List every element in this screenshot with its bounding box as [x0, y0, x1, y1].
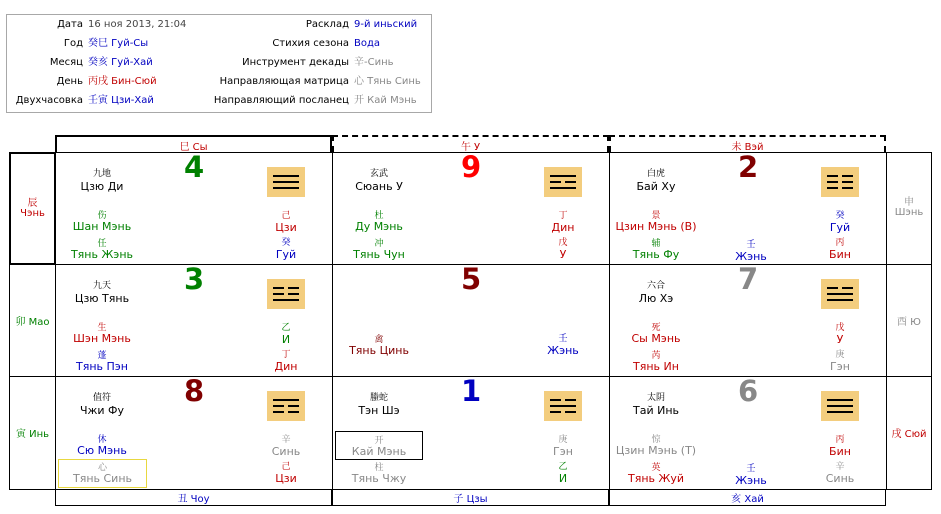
bottom-direction-box	[332, 489, 609, 506]
star-name: Тянь Фу	[632, 248, 680, 261]
spirit-hanzi: 白虎	[646, 169, 665, 179]
star-group	[333, 332, 425, 360]
palace-cell[interactable]	[609, 152, 887, 265]
earth-stem-name: Гуй	[275, 248, 297, 261]
info-label: День	[56, 76, 83, 87]
trigram-line	[288, 287, 299, 289]
earth-stem-name: И	[558, 472, 568, 485]
spirit-hanzi: 六合	[646, 281, 665, 291]
bottom-direction-label: 子 Цзы	[453, 494, 488, 505]
door-group	[333, 207, 425, 237]
earth-stem-hanzi: 丁	[281, 350, 291, 360]
door-name: Сы Мэнь	[631, 332, 681, 345]
door-group	[56, 319, 148, 349]
heaven-stem-hanzi: 戊	[835, 323, 845, 333]
trigram-line	[273, 175, 299, 177]
star-group	[56, 236, 148, 264]
trigram-line	[827, 299, 853, 301]
right-direction-label: 戌 Сюй	[891, 429, 927, 440]
earth-stem-hanzi: 戊	[558, 238, 568, 248]
palace-cell[interactable]	[55, 376, 333, 490]
top-direction-label: 巳 Сы	[179, 142, 208, 153]
info-label: Двухчасовка	[15, 95, 83, 106]
trigram-line	[550, 175, 576, 177]
door-group	[335, 431, 423, 460]
star-group	[610, 460, 702, 488]
door-name: Кай Мэнь	[351, 445, 407, 458]
star-hanzi: 芮	[651, 351, 661, 361]
info-label: Стихия сезона	[272, 38, 349, 49]
trigram-line	[273, 299, 299, 301]
door-name: Ду Мэнь	[355, 220, 403, 233]
spirit-name: Цзю Тянь	[74, 292, 130, 305]
middle-stem-hanzi: 壬	[746, 464, 756, 474]
spirit-name: Цзю Ди	[80, 180, 124, 193]
earth-stem-name: Бин	[829, 248, 851, 261]
info-value: 16 ноя 2013, 21:04	[88, 19, 187, 30]
trigram-line	[288, 411, 299, 413]
spirit-hanzi: 螣蛇	[369, 393, 388, 403]
trigram-icon	[267, 391, 305, 421]
left-direction-cell	[9, 376, 56, 490]
trigram-line	[288, 405, 299, 407]
earth-stem-name: Гэн	[830, 360, 850, 373]
star-name: Тянь Пэн	[75, 360, 128, 373]
star-group	[56, 348, 148, 376]
middle-stem-name: Жэнь	[735, 474, 767, 487]
star-name: Тянь Жэнь	[70, 248, 134, 261]
left-direction-label: 卯 Мао	[15, 317, 50, 328]
spirit-name: Сюань У	[355, 180, 403, 193]
trigram-line	[273, 411, 284, 413]
palace-cell[interactable]	[55, 264, 333, 377]
heaven-stem-name: И	[281, 333, 291, 346]
star-hanzi: 柱	[374, 463, 384, 473]
star-hanzi: 蓬	[97, 351, 107, 361]
middle-stem-name: Жэнь	[735, 250, 767, 263]
bottom-direction-box	[55, 489, 332, 506]
top-direction-label: 午 У	[460, 142, 481, 153]
heaven-stem-hanzi: 丙	[835, 435, 845, 445]
earth-stem-name: Цзи	[275, 472, 297, 485]
trigram-icon	[267, 279, 305, 309]
trigram-line	[565, 181, 576, 183]
earth-stem-hanzi: 己	[281, 462, 291, 472]
heaven-stem-hanzi: 乙	[281, 323, 291, 333]
trigram-line	[273, 287, 284, 289]
heaven-stem-hanzi: 丁	[558, 211, 568, 221]
trigram-line	[550, 405, 576, 407]
palace-number: 1	[461, 374, 482, 408]
right-direction-cell	[886, 376, 932, 490]
heaven-stem-name: Цзи	[275, 221, 297, 234]
trigram-line	[565, 399, 576, 401]
spirit-hanzi: 太阴	[646, 393, 665, 403]
door-hanzi: 开	[374, 436, 384, 446]
door-hanzi: 生	[97, 323, 107, 333]
info-label: Месяц	[49, 57, 83, 68]
left-direction-label: Чэнь	[20, 208, 45, 219]
earth-stem-name: Жэнь	[547, 344, 579, 357]
bottom-direction-label: 丑 Чоу	[177, 494, 210, 505]
info-value: 癸亥 Гуй-Хай	[88, 57, 153, 68]
star-name: Тянь Синь	[72, 472, 132, 485]
heaven-stem-hanzi: 己	[281, 211, 291, 221]
door-name: Сю Мэнь	[77, 444, 127, 457]
trigram-line	[273, 293, 284, 295]
palace-number: 6	[738, 374, 759, 408]
star-group	[333, 236, 425, 264]
info-value: 9-й иньский	[354, 19, 418, 30]
trigram-line	[288, 293, 299, 295]
palace-number: 5	[461, 262, 482, 296]
left-direction-cell	[9, 152, 56, 265]
palace-number: 7	[738, 262, 759, 296]
trigram-icon	[821, 391, 859, 421]
earth-stem-hanzi: 癸	[281, 238, 291, 248]
info-value: 心 Тянь Синь	[354, 76, 421, 87]
trigram-line	[842, 287, 853, 289]
earth-stem-name: У	[559, 248, 567, 261]
bottom-direction-label: 亥 Хай	[731, 494, 764, 505]
palace-number: 3	[184, 262, 205, 296]
star-group	[333, 460, 425, 488]
star-name: Тянь Цинь	[349, 344, 409, 357]
info-label: Расклад	[305, 19, 349, 30]
star-hanzi: 冲	[374, 239, 384, 249]
palace-number: 2	[738, 150, 759, 184]
earth-stem-name: Синь	[825, 472, 855, 485]
info-label: Дата	[57, 19, 83, 30]
chart-info-panel	[6, 14, 432, 113]
door-name: Шэн Мэнь	[73, 332, 131, 345]
info-label: Инструмент декады	[242, 57, 349, 68]
trigram-line	[827, 293, 853, 295]
palace-cell[interactable]	[609, 376, 887, 490]
right-direction-label: Шэнь	[894, 207, 924, 218]
heaven-stem-hanzi: 癸	[835, 211, 845, 221]
earth-stem-hanzi: 乙	[558, 462, 568, 472]
door-hanzi: 杜	[374, 211, 384, 221]
heaven-stem-hanzi: 辛	[281, 435, 291, 445]
spirit-name: Тай Инь	[632, 404, 679, 417]
spirit-hanzi: 玄武	[369, 169, 388, 179]
palace-cell[interactable]	[55, 152, 333, 265]
trigram-line	[273, 181, 299, 183]
trigram-line	[273, 405, 284, 407]
star-group	[58, 459, 147, 488]
trigram-line	[273, 399, 299, 401]
door-hanzi: 景	[651, 211, 661, 221]
trigram-icon	[544, 391, 582, 421]
trigram-line	[827, 287, 838, 289]
info-value: Вода	[354, 38, 381, 49]
trigram-line	[550, 411, 561, 413]
trigram-line	[827, 187, 838, 189]
spirit-name: Чжи Фу	[79, 404, 125, 417]
right-direction-cell	[886, 152, 932, 265]
palace-number: 4	[184, 150, 205, 184]
trigram-line	[550, 399, 561, 401]
door-group	[610, 431, 702, 461]
palace-cell[interactable]	[332, 264, 610, 377]
door-name: Цзин Мэнь (Т)	[615, 444, 697, 457]
star-hanzi: 任	[97, 239, 107, 249]
trigram-line	[842, 175, 853, 177]
earth-stem-hanzi: 辛	[835, 462, 845, 472]
info-value: 丙戌 Бин-Сюй	[88, 76, 157, 87]
spirit-name: Бай Ху	[636, 180, 676, 193]
star-name: Тянь Чун	[353, 248, 405, 261]
earth-stem-hanzi: 壬	[558, 334, 568, 344]
trigram-line	[827, 399, 853, 401]
palace-number: 8	[184, 374, 205, 408]
middle-stem-hanzi: 壬	[746, 240, 756, 250]
door-hanzi: 休	[97, 435, 107, 445]
door-name: Цзин Мэнь (В)	[615, 220, 697, 233]
top-direction-label: 未 Вэй	[731, 142, 764, 153]
trigram-line	[550, 181, 561, 183]
bottom-direction-box	[609, 489, 886, 506]
door-group	[56, 207, 148, 237]
door-name: Шан Мэнь	[72, 220, 132, 233]
palace-cell[interactable]	[332, 152, 610, 265]
door-group	[610, 207, 702, 237]
trigram-line	[565, 411, 576, 413]
trigram-line	[842, 187, 853, 189]
earth-stem-name: Дин	[274, 360, 298, 373]
earth-stem-hanzi: 庚	[835, 350, 845, 360]
spirit-hanzi: 值符	[92, 393, 111, 403]
star-group	[610, 236, 702, 264]
right-direction-label: 申	[904, 197, 914, 208]
trigram-icon	[821, 167, 859, 197]
star-hanzi: 英	[651, 463, 661, 473]
spirit-hanzi: 九天	[92, 281, 111, 291]
star-hanzi: 心	[97, 463, 107, 473]
heaven-stem-hanzi: 庚	[558, 435, 568, 445]
star-hanzi: 辅	[651, 239, 661, 249]
info-label: Направляющая матрица	[219, 76, 349, 87]
door-hanzi: 伤	[97, 211, 107, 221]
info-value: 辛-Синь	[354, 57, 394, 68]
trigram-line	[827, 175, 838, 177]
star-name: Тянь Ин	[633, 360, 679, 373]
trigram-line	[273, 187, 299, 189]
heaven-stem-name: Дин	[551, 221, 575, 234]
trigram-line	[827, 181, 838, 183]
left-direction-cell	[9, 264, 56, 377]
right-direction-cell	[886, 264, 932, 377]
heaven-stem-name: Бин	[829, 445, 851, 458]
spirit-name: Лю Хэ	[638, 292, 674, 305]
palace-number: 9	[461, 150, 482, 184]
palace-cell[interactable]	[332, 376, 610, 490]
star-name: Тянь Жуй	[627, 472, 684, 485]
right-direction-label: 酉 Ю	[897, 317, 921, 328]
left-direction-label: 寅 Инь	[15, 429, 50, 440]
earth-stem-hanzi: 丙	[835, 238, 845, 248]
door-hanzi: 死	[651, 323, 661, 333]
spirit-name: Тэн Шэ	[358, 404, 400, 417]
trigram-line	[827, 411, 853, 413]
palace-cell[interactable]	[609, 264, 887, 377]
heaven-stem-name: Гэн	[553, 445, 573, 458]
heaven-stem-name: У	[836, 333, 844, 346]
door-hanzi: 惊	[651, 435, 661, 445]
trigram-icon	[267, 167, 305, 197]
info-label: Год	[63, 38, 83, 49]
trigram-line	[827, 405, 853, 407]
trigram-icon	[821, 279, 859, 309]
spirit-hanzi: 九地	[92, 169, 111, 179]
door-group	[56, 431, 148, 461]
info-value: 壬寅 Цзи-Хай	[88, 95, 154, 106]
heaven-stem-name: Гуй	[829, 221, 851, 234]
door-group	[610, 319, 702, 349]
trigram-icon	[544, 167, 582, 197]
info-value: 癸巳 Гуй-Сы	[88, 38, 149, 49]
star-group	[610, 348, 702, 376]
left-direction-label: 辰	[27, 198, 38, 209]
info-label: Направляющий посланец	[213, 95, 349, 106]
info-value: 开 Кай Мэнь	[354, 95, 417, 106]
trigram-line	[550, 187, 576, 189]
star-hanzi: 禽	[374, 335, 384, 345]
star-name: Тянь Чжу	[351, 472, 407, 485]
heaven-stem-name: Синь	[271, 445, 301, 458]
trigram-line	[842, 181, 853, 183]
